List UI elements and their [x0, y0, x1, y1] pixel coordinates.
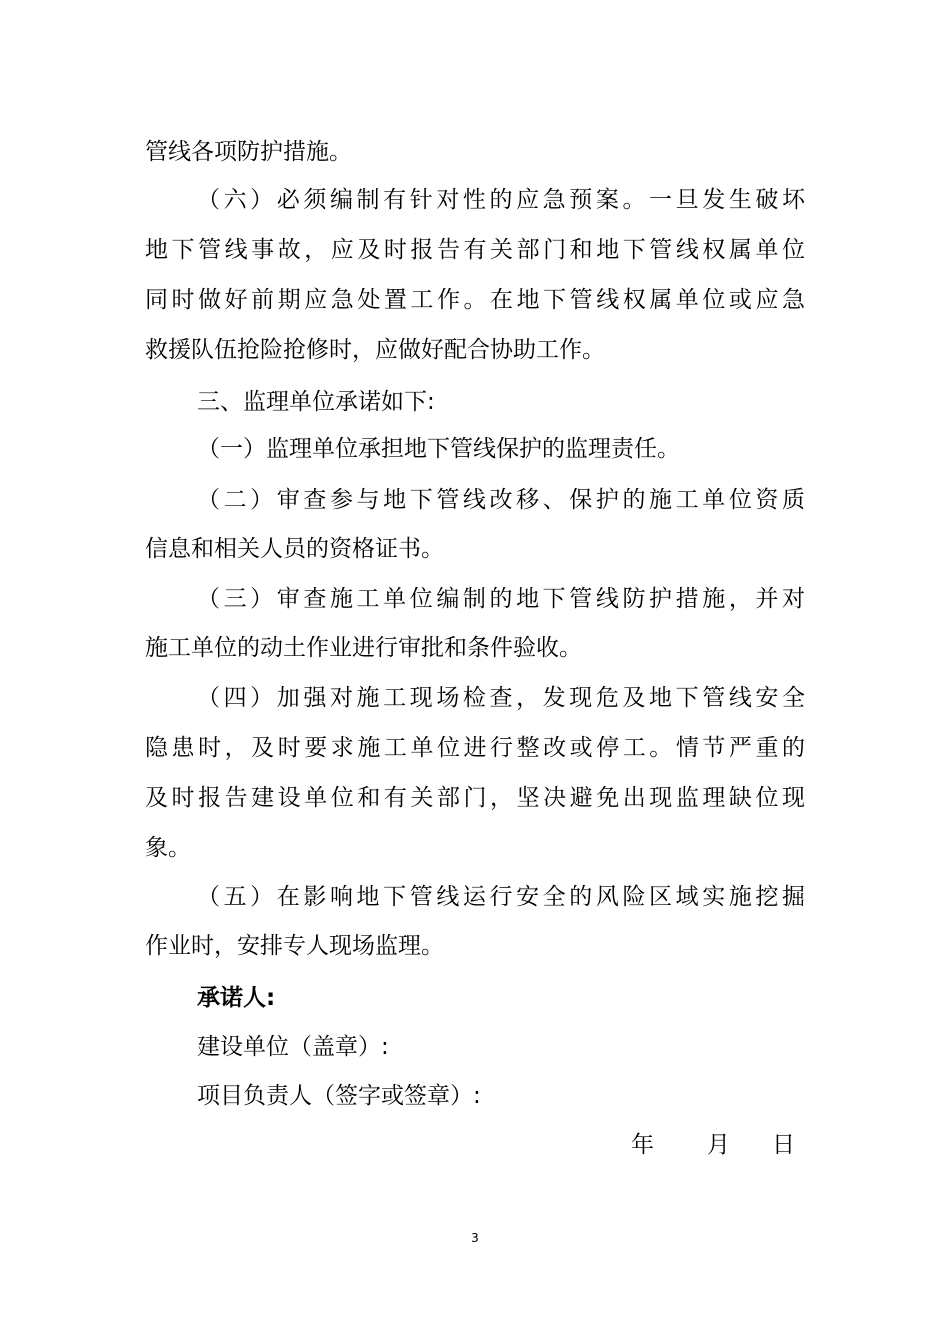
- paragraph-line: 管线各项防护措施。: [145, 139, 352, 165]
- paragraph-line: 象。: [145, 835, 191, 861]
- paragraph-line: （二）审查参与地下管线改移、保护的施工单位资质: [197, 487, 805, 513]
- signature-person-label: 项目负责人（签字或签章）:: [197, 1083, 481, 1109]
- paragraph-line: 及时报告建设单位和有关部门，坚决避免出现监理缺位现: [145, 785, 805, 811]
- paragraph-line: （六）必须编制有针对性的应急预案。一旦发生破坏: [197, 187, 805, 213]
- page-number: 3: [471, 1231, 479, 1245]
- paragraph-line: 隐患时，及时要求施工单位进行整改或停工。情节严重的: [145, 735, 805, 761]
- paragraph-line: 施工单位的动土作业进行审批和条件验收。: [145, 635, 582, 661]
- section-heading: 三、监理单位承诺如下:: [197, 389, 435, 415]
- paragraph-line: （四）加强对施工现场检查，发现危及地下管线安全: [197, 685, 805, 711]
- date-month-label: 月: [707, 1132, 730, 1158]
- paragraph-line: （五）在影响地下管线运行安全的风险区域实施挖掘: [197, 884, 805, 910]
- paragraph-line: 地下管线事故，应及时报告有关部门和地下管线权属单位: [145, 237, 805, 263]
- signature-unit-label: 建设单位（盖章）:: [197, 1034, 389, 1060]
- paragraph-line: 信息和相关人员的资格证书。: [145, 536, 444, 562]
- paragraph-line: （三）审查施工单位编制的地下管线防护措施，并对: [197, 586, 805, 612]
- date-day-label: 日: [772, 1132, 795, 1158]
- paragraph-line: 救援队伍抢险抢修时，应做好配合协助工作。: [145, 337, 605, 363]
- paragraph-line: 同时做好前期应急处置工作。在地下管线权属单位或应急: [145, 287, 805, 313]
- paragraph-line: （一）监理单位承担地下管线保护的监理责任。: [197, 436, 680, 462]
- signature-heading: 承诺人:: [197, 985, 276, 1011]
- date-year-label: 年: [631, 1132, 654, 1158]
- signature-date: [600, 1131, 800, 1159]
- paragraph-line: 作业时，安排专人现场监理。: [145, 933, 444, 959]
